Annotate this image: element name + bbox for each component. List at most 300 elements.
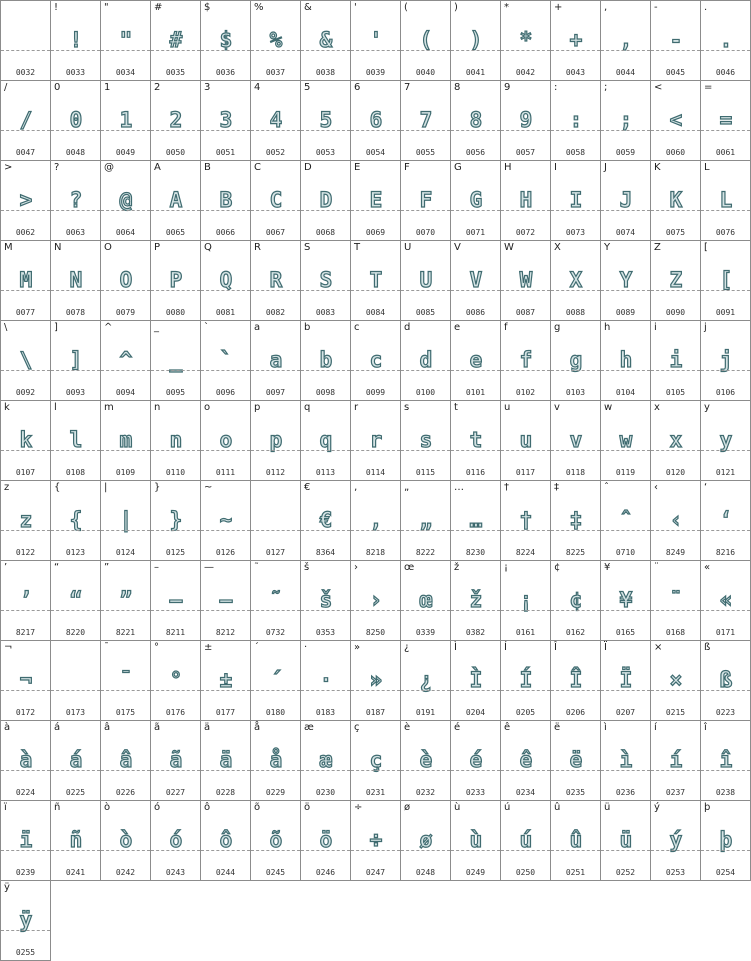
- glyph-preview: u: [519, 428, 532, 452]
- glyph-code: 0064: [115, 228, 136, 237]
- glyph-code: 0111: [215, 468, 236, 477]
- glyph-code: 0114: [365, 468, 386, 477]
- baseline-guide: [401, 850, 450, 851]
- glyph-char-label: K: [654, 162, 661, 173]
- glyph-cell: [701, 561, 751, 641]
- glyph-cell: [451, 241, 501, 321]
- baseline-guide: [451, 210, 500, 211]
- glyph-code: 0066: [215, 228, 236, 237]
- glyph-char-label: ·: [304, 642, 308, 653]
- baseline-guide: [351, 450, 400, 451]
- glyph-preview: O: [119, 268, 132, 292]
- glyph-cell: [401, 1, 451, 81]
- glyph-code: 0207: [615, 708, 636, 717]
- baseline-guide: [151, 50, 200, 51]
- baseline-guide: [401, 210, 450, 211]
- glyph-cell: [401, 161, 451, 241]
- glyph-code: 0037: [265, 68, 286, 77]
- glyph-code: 0101: [465, 388, 486, 397]
- glyph-char-label: ]: [54, 322, 58, 333]
- glyph-char-label: î: [704, 722, 707, 733]
- glyph-preview: 3: [219, 108, 232, 132]
- baseline-guide: [301, 690, 350, 691]
- baseline-guide: [151, 450, 200, 451]
- glyph-code: 0057: [515, 148, 536, 157]
- glyph-preview: T: [369, 268, 382, 292]
- glyph-cell: [601, 241, 651, 321]
- glyph-char-label: T: [354, 242, 361, 253]
- glyph-code: 0168: [665, 628, 686, 637]
- glyph-preview: þ: [719, 828, 732, 852]
- glyph-preview: X: [569, 268, 582, 292]
- glyph-char-label: ó: [154, 802, 161, 813]
- baseline-guide: [601, 450, 650, 451]
- baseline-guide: [101, 530, 150, 531]
- baseline-guide: [1, 290, 50, 291]
- glyph-char-label: 5: [304, 82, 311, 93]
- baseline-guide: [251, 210, 300, 211]
- glyph-code: 0232: [415, 788, 436, 797]
- baseline-guide: [351, 370, 400, 371]
- glyph-code: 0086: [465, 308, 486, 317]
- glyph-char-label: _: [154, 322, 159, 333]
- glyph-char-label: œ: [404, 562, 415, 573]
- baseline-guide: [451, 370, 500, 371]
- glyph-preview: *: [519, 28, 532, 52]
- glyph-cell: [101, 241, 151, 321]
- glyph-code: 0110: [165, 468, 186, 477]
- glyph-preview: ¬: [19, 668, 32, 692]
- glyph-cell: [501, 241, 551, 321]
- glyph-preview: ·: [319, 668, 332, 692]
- baseline-guide: [601, 610, 650, 611]
- glyph-char-label: A: [154, 162, 161, 173]
- glyph-code: 0065: [165, 228, 186, 237]
- glyph-cell: [101, 321, 151, 401]
- glyph-cell: [51, 321, 101, 401]
- baseline-guide: [151, 210, 200, 211]
- glyph-preview: +: [569, 28, 582, 52]
- glyph-cell: [51, 81, 101, 161]
- glyph-char-label: á: [54, 722, 61, 733]
- baseline-guide: [201, 770, 250, 771]
- glyph-char-label: Í: [504, 642, 507, 653]
- glyph-char-label: s: [404, 402, 410, 413]
- glyph-cell: [601, 641, 651, 721]
- baseline-guide: [151, 130, 200, 131]
- glyph-code: 0049: [115, 148, 136, 157]
- glyph-preview: ò: [119, 828, 132, 852]
- glyph-code: 0238: [715, 788, 736, 797]
- glyph-code: 0251: [565, 868, 586, 877]
- baseline-guide: [201, 50, 250, 51]
- baseline-guide: [101, 210, 150, 211]
- glyph-preview: è: [419, 748, 432, 772]
- glyph-preview: †: [519, 508, 532, 532]
- glyph-code: 0175: [115, 708, 136, 717]
- glyph-char-label: =: [704, 82, 713, 93]
- baseline-guide: [351, 210, 400, 211]
- baseline-guide: [251, 850, 300, 851]
- glyph-cell: [601, 561, 651, 641]
- glyph-preview: d: [419, 348, 432, 372]
- glyph-code: 0085: [415, 308, 436, 317]
- glyph-char-label: C: [254, 162, 261, 173]
- glyph-cell: [301, 321, 351, 401]
- glyph-preview: {: [69, 508, 82, 532]
- baseline-guide: [1, 610, 50, 611]
- baseline-guide: [701, 290, 750, 291]
- glyph-code: 0127: [265, 548, 286, 557]
- glyph-code: 0108: [65, 468, 86, 477]
- glyph-char-label: U: [404, 242, 412, 253]
- baseline-guide: [701, 770, 750, 771]
- glyph-preview: @: [119, 188, 132, 212]
- glyph-preview: ): [469, 28, 482, 52]
- baseline-guide: [451, 290, 500, 291]
- glyph-cell: [351, 81, 401, 161]
- baseline-guide: [601, 530, 650, 531]
- glyph-code: 0382: [465, 628, 486, 637]
- glyph-preview: –: [169, 588, 182, 612]
- glyph-preview: i: [669, 348, 682, 372]
- baseline-guide: [151, 530, 200, 531]
- glyph-cell: [451, 401, 501, 481]
- baseline-guide: [101, 850, 150, 851]
- glyph-char-label: z: [4, 482, 10, 493]
- baseline-guide: [601, 210, 650, 211]
- glyph-preview: N: [69, 268, 82, 292]
- glyph-char-label: &: [304, 2, 312, 13]
- baseline-guide: [651, 610, 700, 611]
- glyph-preview: Z: [669, 268, 682, 292]
- glyph-char-label: O: [104, 242, 112, 253]
- glyph-preview: -: [669, 28, 682, 52]
- baseline-guide: [551, 290, 600, 291]
- baseline-guide: [701, 370, 750, 371]
- glyph-preview: ´: [269, 668, 282, 692]
- glyph-char-label: \: [4, 322, 8, 333]
- glyph-cell: [351, 1, 401, 81]
- glyph-code: 0224: [15, 788, 36, 797]
- baseline-guide: [451, 130, 500, 131]
- glyph-cell: [651, 801, 701, 881]
- glyph-code: 0176: [165, 708, 186, 717]
- glyph-preview: o: [219, 428, 232, 452]
- glyph-preview: Ì: [469, 668, 482, 692]
- baseline-guide: [301, 130, 350, 131]
- glyph-code: 0042: [515, 68, 536, 77]
- baseline-guide: [401, 50, 450, 51]
- glyph-code: 8216: [715, 548, 736, 557]
- glyph-cell: [301, 481, 351, 561]
- glyph-preview: Ï: [619, 668, 632, 692]
- glyph-code: 0060: [665, 148, 686, 157]
- baseline-guide: [251, 530, 300, 531]
- glyph-code: 8211: [165, 628, 186, 637]
- glyph-char-label: -: [654, 2, 658, 13]
- glyph-preview: /: [19, 108, 32, 132]
- baseline-guide: [351, 770, 400, 771]
- baseline-guide: [351, 530, 400, 531]
- baseline-guide: [701, 50, 750, 51]
- glyph-char-label: ~: [204, 482, 213, 493]
- glyph-code: 0242: [115, 868, 136, 877]
- glyph-cell: [501, 481, 551, 561]
- baseline-guide: [601, 850, 650, 851]
- glyph-code: 0161: [515, 628, 536, 637]
- glyph-preview: »: [369, 668, 382, 692]
- glyph-char-label: >: [4, 162, 13, 173]
- glyph-preview: ’: [19, 588, 32, 612]
- glyph-cell: [251, 641, 301, 721]
- glyph-preview: V: [469, 268, 482, 292]
- glyph-preview: w: [619, 428, 632, 452]
- glyph-code: 0231: [365, 788, 386, 797]
- glyph-code: 0205: [515, 708, 536, 717]
- glyph-code: 0106: [715, 388, 736, 397]
- glyph-preview: J: [619, 188, 632, 212]
- glyph-preview: ä: [219, 748, 232, 772]
- glyph-preview: ¥: [619, 588, 632, 612]
- baseline-guide: [451, 770, 500, 771]
- glyph-cell: [1, 161, 51, 241]
- glyph-cell: [651, 561, 701, 641]
- glyph-code: 0191: [415, 708, 436, 717]
- baseline-guide: [451, 850, 500, 851]
- glyph-preview: ó: [169, 828, 182, 852]
- glyph-char-label: 9: [504, 82, 511, 93]
- glyph-preview: æ: [319, 748, 332, 772]
- baseline-guide: [651, 770, 700, 771]
- glyph-preview: r: [369, 428, 382, 452]
- glyph-char-label: `: [204, 322, 209, 333]
- glyph-char-label: E: [354, 162, 361, 173]
- baseline-guide: [1, 850, 50, 851]
- glyph-code: 0204: [465, 708, 486, 717]
- baseline-guide: [251, 130, 300, 131]
- glyph-preview: Í: [519, 668, 532, 692]
- baseline-guide: [701, 210, 750, 211]
- glyph-cell: [201, 481, 251, 561]
- glyph-code: 0041: [465, 68, 486, 77]
- glyph-cell: [201, 641, 251, 721]
- glyph-char-label: æ: [304, 722, 314, 733]
- glyph-char-label: @: [104, 162, 114, 173]
- baseline-guide: [501, 370, 550, 371]
- glyph-cell: [401, 801, 451, 881]
- baseline-guide: [101, 690, 150, 691]
- glyph-cell: [551, 241, 601, 321]
- glyph-preview: `: [219, 348, 232, 372]
- glyph-preview: ": [119, 28, 132, 52]
- glyph-cell: [501, 561, 551, 641]
- glyph-code: 0215: [665, 708, 686, 717]
- baseline-guide: [151, 690, 200, 691]
- glyph-cell: [601, 81, 651, 161]
- glyph-cell: [501, 401, 551, 481]
- glyph-cell: [351, 481, 401, 561]
- glyph-code: 0206: [565, 708, 586, 717]
- glyph-cell: [201, 321, 251, 401]
- glyph-code: 0040: [415, 68, 436, 77]
- glyph-cell: [451, 561, 501, 641]
- glyph-code: 0039: [365, 68, 386, 77]
- glyph-cell: [601, 321, 651, 401]
- baseline-guide: [651, 130, 700, 131]
- glyph-code: 0187: [365, 708, 386, 717]
- glyph-char-label: ç: [354, 722, 360, 733]
- glyph-preview: ˜: [269, 588, 282, 612]
- glyph-char-label: e: [454, 322, 461, 333]
- glyph-cell: [701, 481, 751, 561]
- baseline-guide: [501, 530, 550, 531]
- glyph-cell: [701, 161, 751, 241]
- glyph-preview: z: [19, 508, 32, 532]
- baseline-guide: [251, 450, 300, 451]
- glyph-char-label: ì: [604, 722, 607, 733]
- baseline-guide: [351, 610, 400, 611]
- glyph-char-label: é: [454, 722, 461, 733]
- glyph-preview: Y: [619, 268, 632, 292]
- glyph-cell: [701, 321, 751, 401]
- glyph-code: 0109: [115, 468, 136, 477]
- glyph-cell: [1, 1, 51, 81]
- baseline-guide: [51, 290, 100, 291]
- baseline-guide: [151, 770, 200, 771]
- glyph-code: 0119: [615, 468, 636, 477]
- glyph-char-label: š: [304, 562, 310, 573]
- glyph-char-label: ‹: [654, 482, 658, 493]
- glyph-preview: c: [369, 348, 382, 372]
- glyph-preview: s: [419, 428, 432, 452]
- glyph-code: 0253: [665, 868, 686, 877]
- glyph-preview: %: [269, 28, 282, 52]
- baseline-guide: [551, 50, 600, 51]
- glyph-code: 8218: [365, 548, 386, 557]
- glyph-code: 0245: [265, 868, 286, 877]
- baseline-guide: [551, 610, 600, 611]
- glyph-cell: [701, 81, 751, 161]
- glyph-cell: [151, 81, 201, 161]
- baseline-guide: [401, 690, 450, 691]
- glyph-char-label: m: [104, 402, 114, 413]
- baseline-guide: [151, 370, 200, 371]
- glyph-code: 8230: [465, 548, 486, 557]
- baseline-guide: [651, 850, 700, 851]
- glyph-preview: ¨: [669, 588, 682, 612]
- glyph-preview: S: [319, 268, 332, 292]
- baseline-guide: [501, 690, 550, 691]
- glyph-preview: š: [319, 588, 332, 612]
- baseline-guide: [651, 290, 700, 291]
- glyph-char-label: H: [504, 162, 512, 173]
- baseline-guide: [251, 610, 300, 611]
- glyph-char-label: !: [54, 2, 59, 13]
- baseline-guide: [201, 450, 250, 451]
- glyph-char-label: –: [154, 562, 159, 573]
- glyph-char-label: Ï: [604, 642, 607, 653]
- glyph-cell: [501, 721, 551, 801]
- glyph-preview: â: [119, 748, 132, 772]
- glyph-char-label: ¨: [654, 562, 659, 573]
- glyph-cell: [401, 241, 451, 321]
- glyph-preview: à: [19, 748, 32, 772]
- glyph-code: 0054: [365, 148, 386, 157]
- glyph-char-label: 7: [404, 82, 411, 93]
- glyph-cell: [201, 161, 251, 241]
- glyph-code: 0094: [115, 388, 136, 397]
- glyph-cell: [51, 161, 101, 241]
- glyph-char-label: W: [504, 242, 514, 253]
- glyph-cell: [601, 161, 651, 241]
- glyph-char-label: y: [704, 402, 710, 413]
- glyph-char-label: õ: [254, 802, 261, 813]
- glyph-char-label: N: [54, 242, 62, 253]
- baseline-guide: [351, 130, 400, 131]
- baseline-guide: [301, 770, 350, 771]
- baseline-guide: [251, 370, 300, 371]
- glyph-code: 0105: [665, 388, 686, 397]
- glyph-preview: Î: [569, 668, 582, 692]
- baseline-guide: [51, 850, 100, 851]
- glyph-preview: >: [19, 188, 32, 212]
- glyph-char-label: «: [704, 562, 711, 573]
- glyph-code: 0087: [515, 308, 536, 317]
- glyph-cell: [1, 241, 51, 321]
- glyph-code: 0099: [365, 388, 386, 397]
- baseline-guide: [551, 690, 600, 691]
- baseline-guide: [451, 50, 500, 51]
- glyph-code: 0248: [415, 868, 436, 877]
- baseline-guide: [451, 450, 500, 451]
- baseline-guide: [51, 690, 100, 691]
- glyph-preview: û: [569, 828, 582, 852]
- glyph-preview: ý: [669, 828, 682, 852]
- glyph-preview: .: [719, 28, 732, 52]
- glyph-code: 0172: [15, 708, 36, 717]
- glyph-cell: [1, 481, 51, 561]
- baseline-guide: [51, 50, 100, 51]
- glyph-code: 0071: [465, 228, 486, 237]
- glyph-preview: ÿ: [19, 908, 32, 932]
- glyph-cell: [401, 561, 451, 641]
- glyph-char-label: P: [154, 242, 161, 253]
- glyph-preview: E: [369, 188, 382, 212]
- glyph-preview: ì: [619, 748, 632, 772]
- glyph-code: 0116: [465, 468, 486, 477]
- glyph-code: 0043: [565, 68, 586, 77]
- glyph-code: 0171: [715, 628, 736, 637]
- glyph-code: 0079: [115, 308, 136, 317]
- baseline-guide: [1, 930, 50, 931]
- glyph-char-label: ¿: [404, 642, 410, 653]
- glyph-cell: [451, 1, 501, 81]
- glyph-code: 0252: [615, 868, 636, 877]
- glyph-code: 8212: [215, 628, 236, 637]
- glyph-preview: l: [69, 428, 82, 452]
- glyph-char-label: ß: [704, 642, 711, 653]
- glyph-code: 0063: [65, 228, 86, 237]
- glyph-preview: C: [269, 188, 282, 212]
- baseline-guide: [201, 370, 250, 371]
- glyph-code: 0084: [365, 308, 386, 317]
- glyph-char-label: »: [354, 642, 361, 653]
- glyph-preview: 6: [369, 108, 382, 132]
- glyph-cell: [51, 481, 101, 561]
- glyph-cell: [101, 161, 151, 241]
- glyph-preview: U: [419, 268, 432, 292]
